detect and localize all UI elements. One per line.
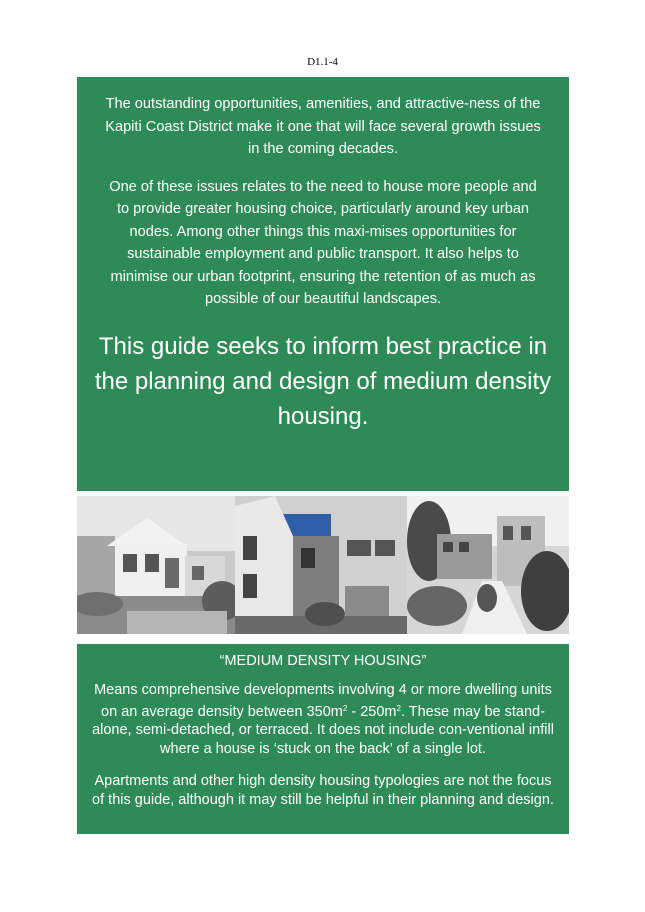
definition-panel — [77, 644, 569, 834]
housing-photo-3 — [407, 496, 569, 634]
intro-paragraph-2-line-2: sustainable employment and public transport. It also helps to — [127, 246, 519, 262]
intro-paragraph-2-line-1: One of these issues relates to the need to house more people and to provide greater housing choice, particularly around key urban nodes. Among other things this maxi-mises opportunities for — [109, 178, 537, 240]
intro-paragraph-2-line-3: minimise our urban footprint, ensuring the retention of as much as possible of our beautiful landscapes. — [110, 268, 536, 307]
housing-photo-1 — [77, 496, 235, 634]
superscript-squared-1: 2 — [342, 703, 348, 713]
definition-text-dash: - 250m — [347, 703, 397, 720]
guide-purpose-statement: This guide seeks to inform best practice in the planning and design of medium density housing. — [94, 332, 552, 430]
housing-photo-2 — [235, 496, 407, 634]
superscript-squared-2: 2 — [396, 703, 401, 713]
definition-text-b: . These may be stand-alone, semi-detached, or terraced. It does not include con-ventional infill where a house is ‘stuck on the back’ of a single lot. — [92, 703, 554, 757]
housing-photo-strip — [77, 496, 569, 634]
page-reference: D1.1-4 — [307, 56, 338, 68]
definition-paragraph-1 — [87, 681, 559, 758]
intro-paragraph-2 — [105, 176, 541, 311]
definition-paragraph-2: Apartments and other high density housing typologies are not the focus of this guide, although it may still be helpful in their planning and design. — [92, 773, 554, 808]
definition-title: “MEDIUM DENSITY HOUSING” — [219, 653, 427, 669]
definition-text-a: Means comprehensive developments involving 4 or more dwelling units on an average density between 350m — [94, 682, 552, 720]
intro-paragraph-1: The outstanding opportunities, amenities, and attractive-ness of the Kapiti Coast District make it one that will face several growth issues in the coming decades. — [105, 96, 541, 157]
intro-panel — [77, 77, 569, 491]
